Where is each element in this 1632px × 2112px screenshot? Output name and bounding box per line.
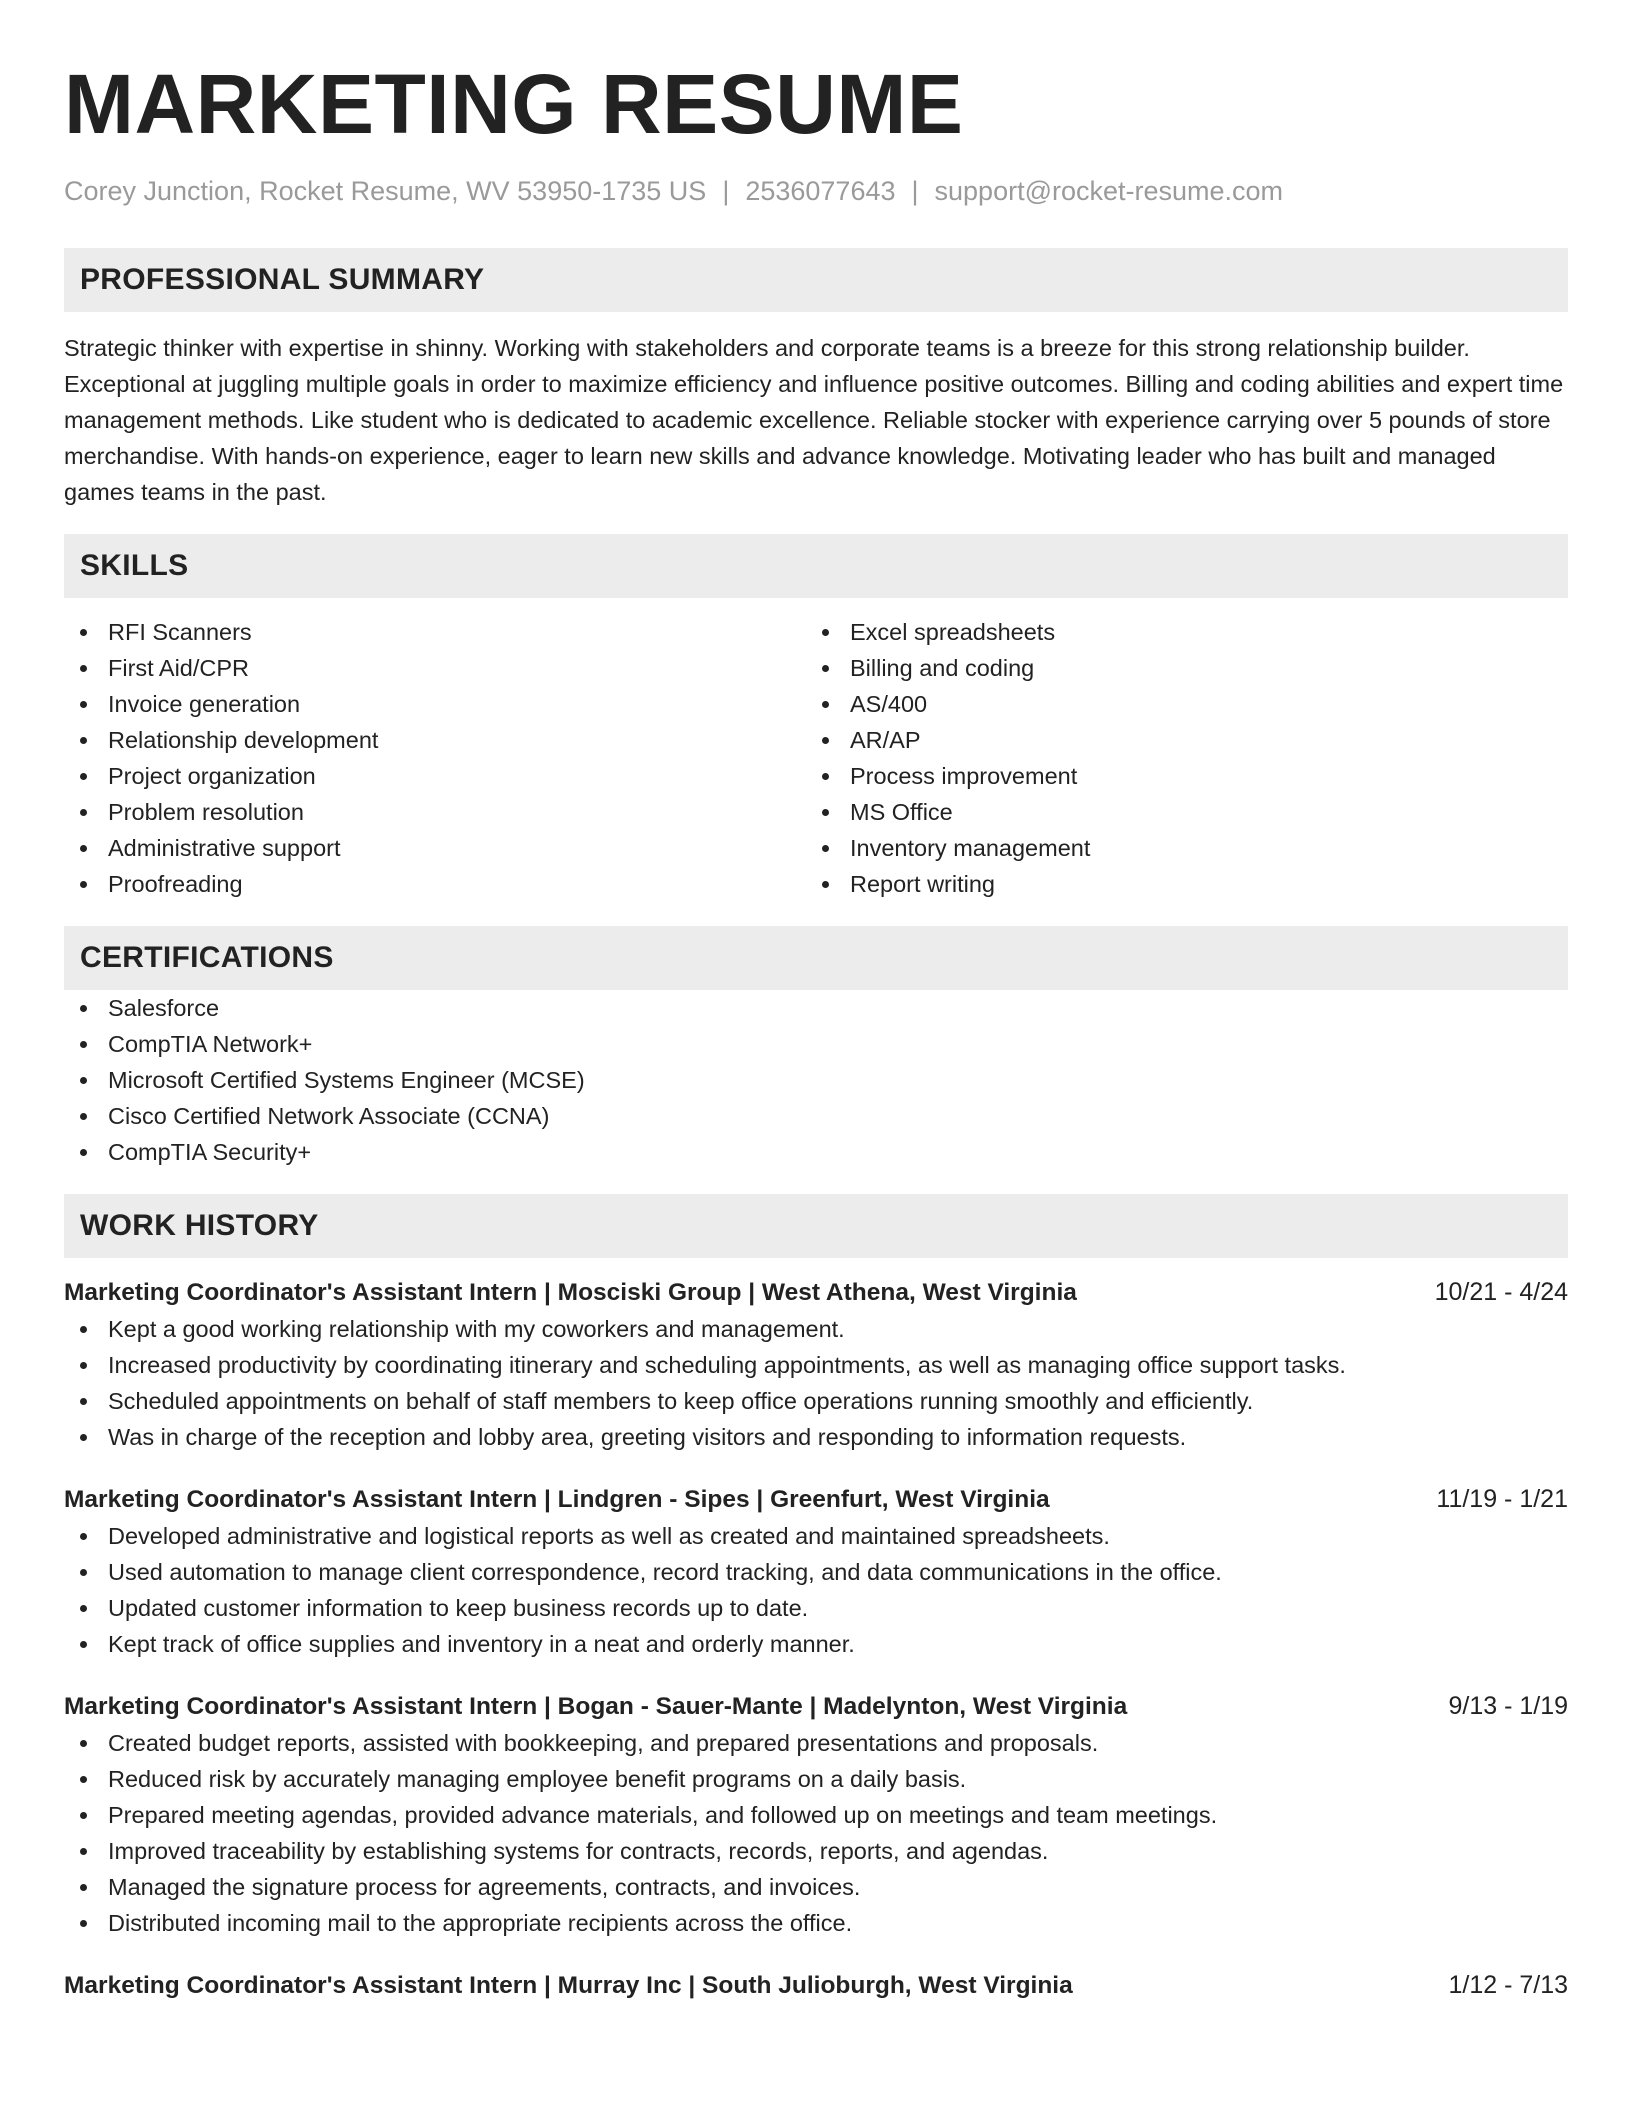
job-bullet: Developed administrative and logistical reports as well as created and maintained spreadsheets. <box>64 1518 1568 1554</box>
contact-separator: | <box>722 176 730 206</box>
contact-phone: 2536077643 <box>745 176 896 206</box>
job-bullet: Increased productivity by coordinating itinerary and scheduling appointments, as well as managing office support tasks. <box>64 1347 1568 1383</box>
skill-item: MS Office <box>806 794 1548 830</box>
skills-columns <box>64 614 1568 902</box>
resume-title: MARKETING RESUME <box>64 57 964 151</box>
contact-separator: | <box>911 176 919 206</box>
job-header <box>64 1967 1568 2004</box>
job-bullet: Updated customer information to keep business records up to date. <box>64 1590 1568 1626</box>
skill-item: Excel spreadsheets <box>806 614 1548 650</box>
skill-item: Report writing <box>806 866 1548 902</box>
job-entry <box>64 1274 1568 1455</box>
skill-item: Proofreading <box>64 866 806 902</box>
section-heading-skills: SKILLS <box>64 534 1568 598</box>
job-bullet: Managed the signature process for agreements, contracts, and invoices. <box>64 1869 1568 1905</box>
certification-item: CompTIA Security+ <box>64 1134 1568 1170</box>
job-bullet: Improved traceability by establishing systems for contracts, records, reports, and agendas. <box>64 1833 1568 1869</box>
job-dates: 9/13 - 1/19 <box>1448 1692 1568 1720</box>
section-heading-work-history: WORK HISTORY <box>64 1194 1568 1258</box>
job-title: Marketing Coordinator's Assistant Intern | Bogan - Sauer-Mante | Madelynton, West Virginia <box>64 1693 1128 1720</box>
job-title: Marketing Coordinator's Assistant Intern | Lindgren - Sipes | Greenfurt, West Virginia <box>64 1486 1050 1513</box>
section-heading-summary: PROFESSIONAL SUMMARY <box>64 248 1568 312</box>
contact-email: support@rocket-resume.com <box>934 176 1284 206</box>
skill-item: Billing and coding <box>806 650 1548 686</box>
job-header <box>64 1274 1568 1311</box>
skill-item: AR/AP <box>806 722 1548 758</box>
job-title: Marketing Coordinator's Assistant Intern | Murray Inc | South Julioburgh, West Virginia <box>64 1972 1073 1999</box>
certification-item: CompTIA Network+ <box>64 1026 1568 1062</box>
job-bullet-list <box>64 1725 1568 1941</box>
job-title: Marketing Coordinator's Assistant Intern | Mosciski Group | West Athena, West Virginia <box>64 1279 1077 1306</box>
skills-list-left <box>64 614 806 902</box>
job-bullet-list <box>64 1518 1568 1662</box>
job-bullet: Kept a good working relationship with my coworkers and management. <box>64 1311 1568 1347</box>
skill-item: Invoice generation <box>64 686 806 722</box>
contact-line <box>64 174 1568 208</box>
job-bullet-list <box>64 1311 1568 1455</box>
skill-item: Inventory management <box>806 830 1548 866</box>
skills-list-right <box>806 614 1548 902</box>
job-dates: 1/12 - 7/13 <box>1448 1971 1568 1999</box>
job-bullet: Scheduled appointments on behalf of staff members to keep office operations running smoothly and efficiently. <box>64 1383 1568 1419</box>
skill-item: AS/400 <box>806 686 1548 722</box>
certifications-list <box>64 990 1568 1170</box>
job-entry <box>64 1967 1568 2004</box>
job-dates: 10/21 - 4/24 <box>1434 1278 1568 1306</box>
job-bullet: Created budget reports, assisted with bookkeeping, and prepared presentations and proposals. <box>64 1725 1568 1761</box>
job-bullet: Reduced risk by accurately managing employee benefit programs on a daily basis. <box>64 1761 1568 1797</box>
job-bullet: Was in charge of the reception and lobby area, greeting visitors and responding to information requests. <box>64 1419 1568 1455</box>
certification-item: Microsoft Certified Systems Engineer (MCSE) <box>64 1062 1568 1098</box>
job-bullet: Prepared meeting agendas, provided advance materials, and followed up on meetings and team meetings. <box>64 1797 1568 1833</box>
job-entry <box>64 1688 1568 1941</box>
job-bullet: Kept track of office supplies and inventory in a neat and orderly manner. <box>64 1626 1568 1662</box>
certification-item: Salesforce <box>64 990 1568 1026</box>
job-header <box>64 1481 1568 1518</box>
job-bullet: Distributed incoming mail to the appropriate recipients across the office. <box>64 1905 1568 1941</box>
contact-address: Corey Junction, Rocket Resume, WV 53950-1735 US <box>64 176 707 206</box>
skill-item: Project organization <box>64 758 806 794</box>
skill-item: Process improvement <box>806 758 1548 794</box>
job-dates: 11/19 - 1/21 <box>1436 1485 1568 1513</box>
section-heading-certifications: CERTIFICATIONS <box>64 926 1568 990</box>
summary-text: Strategic thinker with expertise in shinny. Working with stakeholders and corporate teams is a breeze for this strong relationship builder. Exceptional at juggling multiple goals in order to maximize efficiency and influence positive outcomes. Billing and coding abilities and expert time management methods. Like student who is dedicated to academic excellence. Reliable stocker with experience carrying over 5 pounds of store merchandise. With hands-on experience, eager to learn new skills and advance knowledge. Motivating leader who has built and managed games teams in the past. <box>64 335 1564 505</box>
skill-item: First Aid/CPR <box>64 650 806 686</box>
skill-item: Relationship development <box>64 722 806 758</box>
job-header <box>64 1688 1568 1725</box>
certification-item: Cisco Certified Network Associate (CCNA) <box>64 1098 1568 1134</box>
skill-item: Problem resolution <box>64 794 806 830</box>
skill-item: RFI Scanners <box>64 614 806 650</box>
work-history-list <box>64 1274 1568 2004</box>
job-bullet: Used automation to manage client correspondence, record tracking, and data communications in the office. <box>64 1554 1568 1590</box>
skill-item: Administrative support <box>64 830 806 866</box>
job-entry <box>64 1481 1568 1662</box>
